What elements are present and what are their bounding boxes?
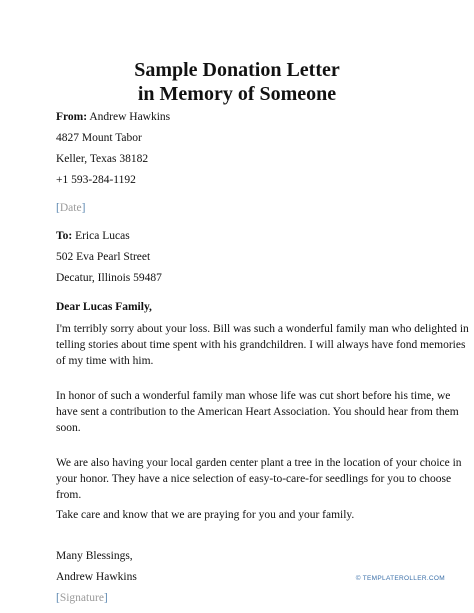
- body-paragraph-1: [56, 321, 469, 369]
- footer-site-link: TEMPLATEROLLER.COM: [362, 575, 445, 582]
- paragraph-line: of my time with him.: [56, 355, 154, 367]
- paragraph-line: telling stories about time spent with his grandchildren. I will always have fond memories: [56, 339, 466, 351]
- from-label: From:: [56, 111, 88, 123]
- body-paragraph-3: [56, 455, 462, 503]
- paragraph-line: I'm terribly sorry about your loss. Bill was such a wonderful family man who delighted in: [56, 323, 469, 335]
- paragraph-line: Take care and know that we are praying for you and your family.: [56, 509, 355, 521]
- date-placeholder-text: Date: [59, 202, 82, 214]
- copyright-icon: ©: [355, 575, 361, 582]
- document-title: [0, 58, 474, 106]
- recipient-name: Erica Lucas: [75, 230, 130, 242]
- signature-bracket-open: [: [56, 592, 60, 604]
- title-line-1: Sample Donation Letter: [134, 59, 340, 81]
- recipient-address-1: 502 Eva Pearl Street: [56, 251, 151, 263]
- sender-address-2: Keller, Texas 38182: [56, 153, 149, 165]
- sender-name-line: [56, 110, 170, 124]
- sender-address-1: 4827 Mount Tabor: [56, 132, 142, 144]
- signer-name: Andrew Hawkins: [56, 571, 137, 583]
- signature-bracket-close: ]: [103, 592, 108, 604]
- date-bracket-open: [: [56, 202, 60, 214]
- recipient-address-2: Decatur, Illinois 59487: [56, 272, 162, 284]
- footer-credit[interactable]: [356, 575, 445, 582]
- paragraph-line: We are also having your local garden center plant a tree in the location of your choice in: [56, 457, 462, 469]
- closing: Many Blessings,: [56, 550, 133, 562]
- body-paragraph-2: [56, 388, 459, 436]
- paragraph-line: In honor of such a wonderful family man whose life was cut short before his time, we: [56, 390, 451, 402]
- paragraph-line: have sent a contribution to the American Heart Association. You should hear from them: [56, 406, 459, 418]
- paragraph-line: your honor. They have a nice selection of easy-to-care-for seedlings for you to choose: [56, 473, 452, 485]
- date-bracket-close: ]: [81, 202, 86, 214]
- sender-name: Andrew Hawkins: [89, 111, 171, 123]
- signature-placeholder[interactable]: [56, 591, 108, 605]
- to-label: To:: [56, 230, 73, 242]
- recipient-name-line: [56, 229, 130, 243]
- body-paragraph-4: [56, 507, 426, 523]
- date-placeholder[interactable]: [56, 201, 85, 215]
- salutation: Dear Lucas Family,: [56, 301, 152, 313]
- sender-phone: +1 593-284-1192: [56, 174, 136, 186]
- paragraph-line: soon.: [56, 422, 81, 434]
- paragraph-line: from.: [56, 489, 82, 501]
- title-line-2: in Memory of Someone: [137, 83, 337, 105]
- signature-placeholder-text: Signature: [59, 592, 104, 604]
